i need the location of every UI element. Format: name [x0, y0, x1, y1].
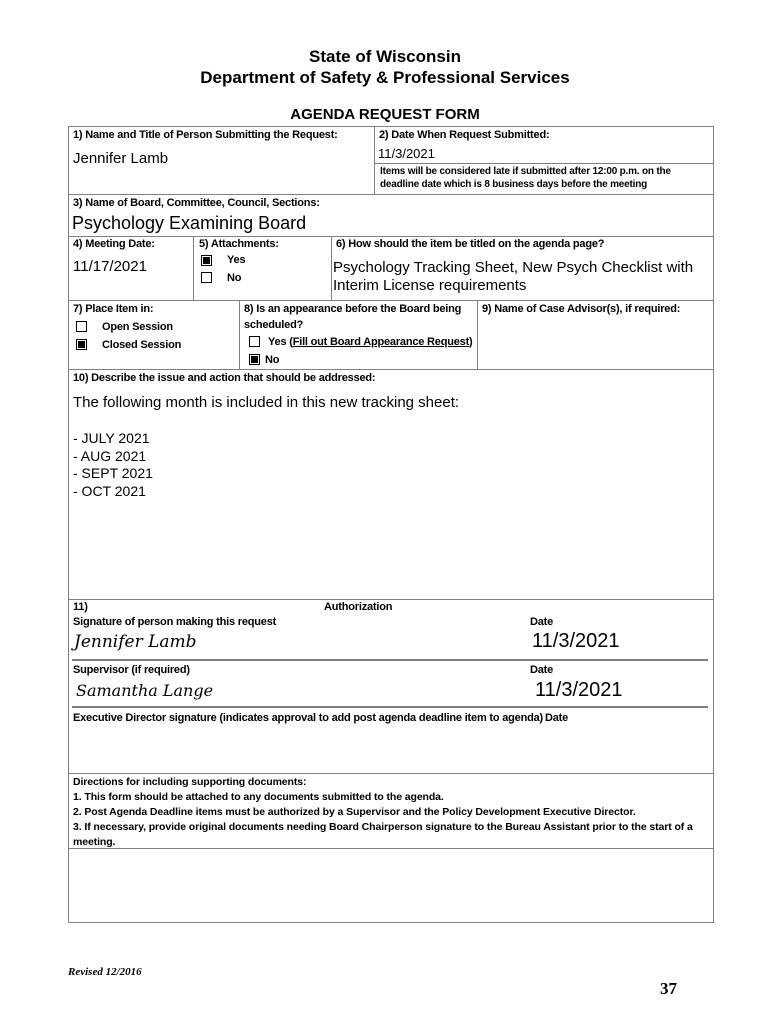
appearance-no-label: No: [265, 354, 280, 366]
late-items-note: Items will be considered late if submitted after 12:00 p.m. on the deadline date which is 8 business days before the meeting: [380, 166, 671, 190]
issue-month-list[interactable]: [73, 430, 153, 500]
list-item: 2. Post Agenda Deadline items must be authorized by a Supervisor and the Policy Development Executive Director.: [73, 806, 636, 818]
supervisor-date-field[interactable]: 11/3/2021: [535, 679, 623, 701]
executive-director-label: Executive Director signature (indicates approval to add post agenda deadline item to agenda): [73, 712, 543, 724]
page-number: 37: [660, 979, 677, 998]
attachments-no-label: No: [227, 272, 242, 284]
department-heading: Department of Safety & Professional Services: [200, 68, 570, 87]
requester-signature[interactable]: Jennifer Lamb: [74, 632, 197, 652]
list-item: - JULY 2021: [73, 430, 150, 446]
form-title: AGENDA REQUEST FORM: [290, 106, 480, 123]
list-item: - SEPT 2021: [73, 465, 153, 481]
list-item: 3. If necessary, provide original documents needing Board Chairperson signature to the Bureau Assistant prior to the start of a: [73, 821, 693, 833]
supervisor-signature[interactable]: Samantha Lange: [76, 681, 214, 700]
open-session-label: Open Session: [102, 321, 173, 333]
open-session-checkbox[interactable]: [76, 321, 87, 332]
appearance-no-checkbox[interactable]: [249, 354, 260, 365]
board-appearance-request-link[interactable]: Fill out Board Appearance Request: [292, 336, 470, 348]
list-item: meeting.: [73, 836, 116, 848]
list-item: 1. This form should be attached to any documents submitted to the agenda.: [73, 791, 444, 803]
q4-label: 4) Meeting Date:: [73, 238, 155, 250]
requester-date-label: Date: [530, 616, 554, 628]
submitter-name-field[interactable]: Jennifer Lamb: [73, 150, 169, 167]
directions-title: Directions for including supporting documents:: [73, 776, 307, 788]
supervisor-date-label: Date: [530, 664, 554, 676]
authorization-heading: Authorization: [324, 601, 393, 613]
q8-label-line2: scheduled?: [244, 319, 304, 331]
agenda-title-line1[interactable]: Psychology Tracking Sheet, New Psych Checklist with: [333, 259, 694, 276]
attachments-no-checkbox[interactable]: [201, 272, 212, 283]
submission-date-field[interactable]: 11/3/2021: [378, 146, 435, 161]
requester-date-field[interactable]: 11/3/2021: [532, 630, 620, 652]
q1-label: 1) Name and Title of Person Submitting the Request:: [73, 129, 338, 141]
requester-signature-label: Signature of person making this request: [73, 616, 277, 628]
state-heading: State of Wisconsin: [309, 47, 461, 66]
appearance-yes-checkbox[interactable]: [249, 336, 260, 347]
attachments-yes-label: Yes: [227, 254, 246, 266]
closed-session-checkbox[interactable]: [76, 339, 87, 350]
q10-label: 10) Describe the issue and action that should be addressed:: [73, 372, 376, 384]
board-name-field[interactable]: Psychology Examining Board: [72, 213, 307, 233]
directions-block: [73, 775, 709, 850]
agenda-title-line2[interactable]: Interim License requirements: [333, 277, 527, 294]
q9-label: 9) Name of Case Advisor(s), if required:: [482, 303, 681, 315]
meeting-date-field[interactable]: 11/17/2021: [73, 258, 147, 275]
q7-label: 7) Place Item in:: [73, 303, 154, 315]
q6-label: 6) How should the item be titled on the agenda page?: [336, 238, 605, 250]
list-item: - OCT 2021: [73, 482, 146, 499]
attachments-yes-checkbox[interactable]: [201, 255, 212, 266]
q3-label: 3) Name of Board, Committee, Council, Sections:: [73, 197, 320, 209]
list-item: - AUG 2021: [73, 447, 147, 464]
q5-label: 5) Attachments:: [199, 238, 279, 250]
supervisor-label: Supervisor (if required): [73, 664, 190, 676]
q11-label: 11): [73, 601, 88, 613]
executive-date-label: Date: [545, 712, 569, 724]
closed-session-label: Closed Session: [102, 339, 182, 351]
appearance-yes-label: Yes (Fill out Board Appearance Request): [268, 336, 473, 348]
q8-label-line1: 8) Is an appearance before the Board being: [244, 303, 462, 315]
revision-note: Revised 12/2016: [68, 966, 142, 978]
q2-label: 2) Date When Request Submitted:: [379, 129, 550, 141]
issue-intro-text[interactable]: The following month is included in this new tracking sheet:: [73, 394, 460, 411]
